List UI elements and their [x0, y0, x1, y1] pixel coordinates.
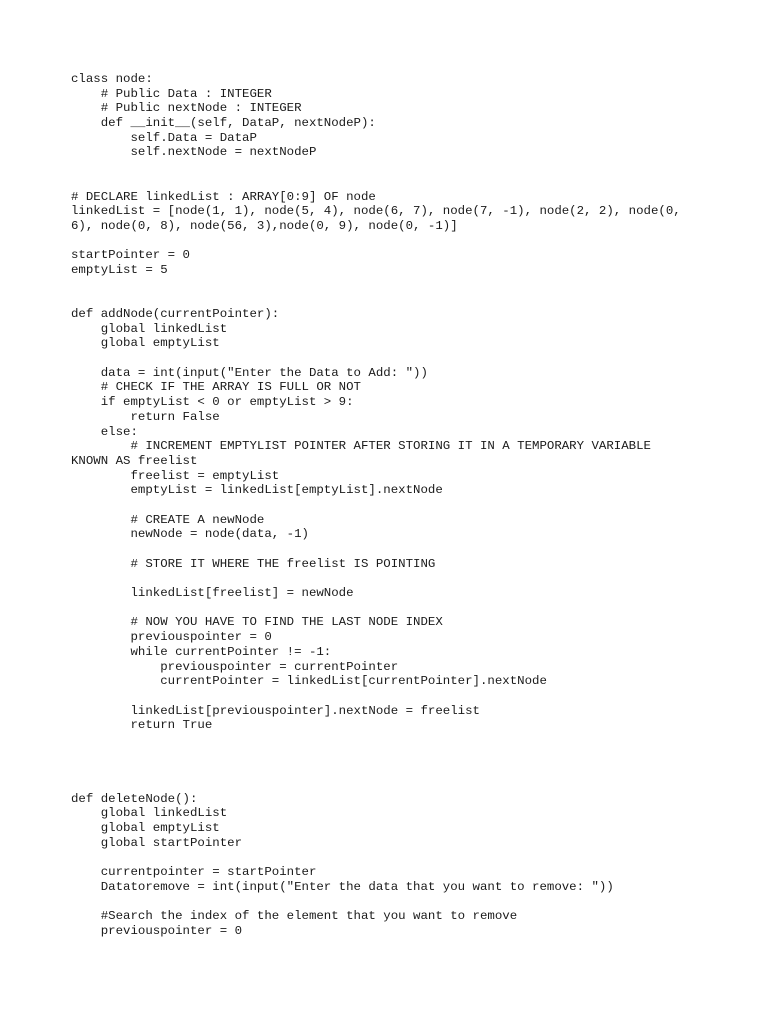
- code-line: global startPointer: [71, 835, 243, 850]
- code-line: return False: [71, 409, 220, 424]
- code-line: [71, 175, 711, 190]
- code-line: [71, 748, 711, 763]
- code-line: def __init__(self, DataP, nextNodeP):: [71, 116, 376, 131]
- code-line: while currentPointer != -1:: [71, 644, 332, 659]
- code-line: emptyList = linkedList[emptyList].nextNode: [71, 483, 443, 498]
- code-line: # DECLARE linkedList : ARRAY[0:9] OF node: [71, 189, 376, 204]
- code-line: startPointer = 0: [71, 248, 190, 263]
- code-line: emptyList = 5: [71, 262, 168, 277]
- code-line: return True: [71, 718, 213, 733]
- code-line: [71, 895, 711, 910]
- code-line: [71, 601, 711, 616]
- code-line: linkedList[previouspointer].nextNode = freelist: [71, 703, 480, 718]
- code-line: #Search the index of the element that you want to remove: [71, 909, 518, 924]
- code-line: newNode = node(data, -1): [71, 527, 309, 542]
- code-line: # Public Data : INTEGER: [71, 86, 272, 101]
- code-line: linkedList[freelist] = newNode: [71, 586, 354, 601]
- code-line: [71, 733, 711, 748]
- code-line: [71, 762, 711, 777]
- code-line: def addNode(currentPointer):: [71, 307, 280, 321]
- code-line: KNOWN AS freelist: [71, 453, 198, 468]
- code-line: linkedList = [node(1, 1), node(5, 4), node(6, 7), node(7, -1), node(2, 2), node(0,: [71, 204, 681, 219]
- code-line: [71, 351, 711, 366]
- code-line: currentPointer = linkedList[currentPointer].nextNode: [71, 674, 547, 689]
- code-line: Datatoremove = int(input("Enter the data that you want to remove: ")): [71, 879, 614, 894]
- code-line: global linkedList: [71, 806, 228, 821]
- code-line: previouspointer = currentPointer: [71, 659, 399, 674]
- code-line: self.nextNode = nextNodeP: [71, 145, 317, 160]
- code-line: # INCREMENT EMPTYLIST POINTER AFTER STORING IT IN A TEMPORARY VARIABLE: [71, 439, 651, 454]
- code-line: freelist = emptyList: [71, 468, 280, 483]
- code-line: [71, 571, 711, 586]
- code-line: # STORE IT WHERE THE freelist IS POINTING: [71, 556, 436, 571]
- code-line: # CHECK IF THE ARRAY IS FULL OR NOT: [71, 380, 361, 395]
- code-line: [71, 777, 711, 792]
- code-line: 6), node(0, 8), node(56, 3),node(0, 9), node(0, -1)]: [71, 218, 458, 233]
- code-line: if emptyList < 0 or emptyList > 9:: [71, 395, 354, 410]
- code-line: class node:: [71, 72, 153, 86]
- code-line: previouspointer = 0: [71, 923, 243, 938]
- code-line: def deleteNode():: [71, 791, 198, 806]
- code-listing: [71, 72, 711, 939]
- code-line: # CREATE A newNode: [71, 512, 265, 527]
- code-line: global linkedList: [71, 321, 228, 336]
- code-line: currentpointer = startPointer: [71, 865, 317, 880]
- code-line: data = int(input("Enter the Data to Add: ")): [71, 365, 428, 380]
- code-line: # Public nextNode : INTEGER: [71, 101, 302, 116]
- code-line: else:: [71, 424, 138, 439]
- code-line: # NOW YOU HAVE TO FIND THE LAST NODE INDEX: [71, 615, 443, 630]
- code-line: [71, 160, 711, 175]
- code-line: [71, 689, 711, 704]
- code-line: [71, 498, 711, 513]
- code-line: global emptyList: [71, 336, 220, 351]
- code-line: self.Data = DataP: [71, 130, 257, 145]
- code-line: global emptyList: [71, 821, 220, 836]
- code-line: previouspointer = 0: [71, 630, 272, 645]
- code-line: [71, 850, 711, 865]
- code-line: [71, 278, 711, 293]
- code-line: [71, 234, 711, 249]
- code-line: [71, 542, 711, 557]
- code-line: [71, 292, 711, 307]
